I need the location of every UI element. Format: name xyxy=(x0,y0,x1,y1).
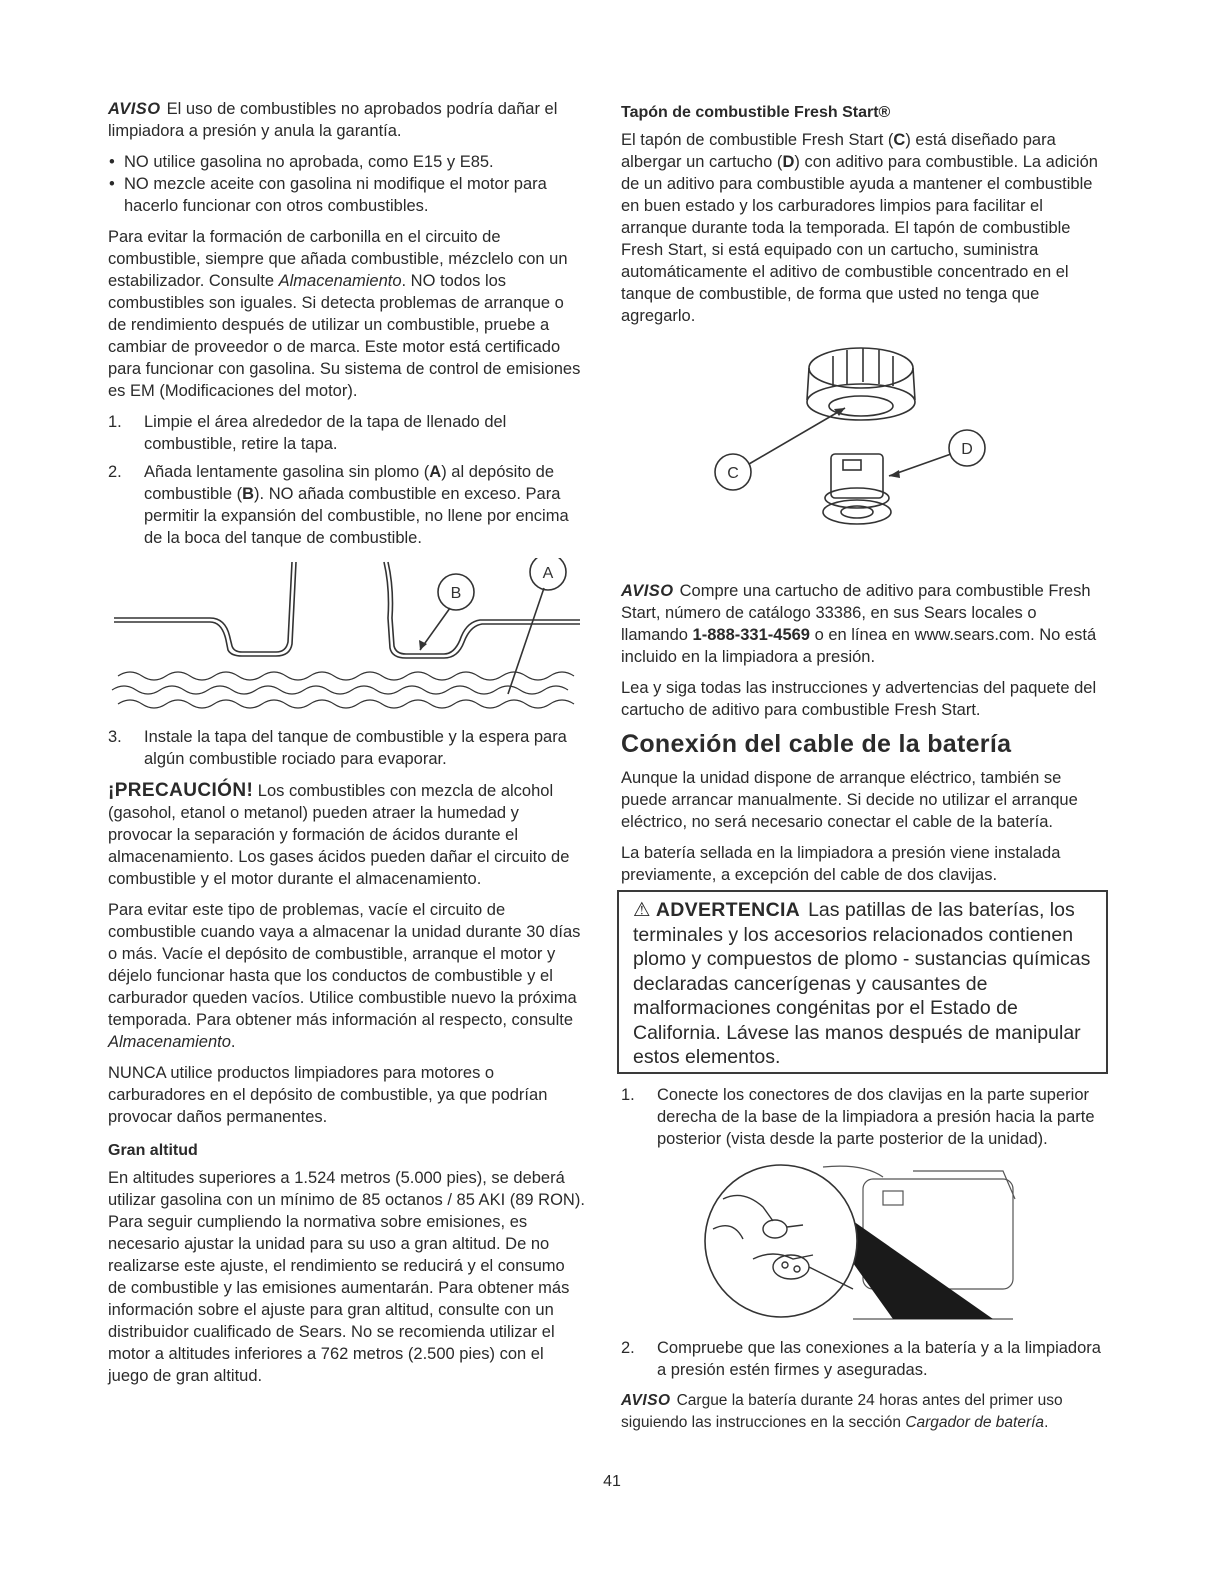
almacenamiento-reference: Almacenamiento xyxy=(278,272,402,290)
precaucion-paragraph: ¡PRECAUCIÓN! Los combustibles con mezcla de alcohol (gasohol, etanol o metanol) pueden atraer la humedad y provocar la separación y formación de ácidos durante el almacenamiento. Los gases ácidos pueden dañar el circuito de combustible y el motor durante el almacenamiento. xyxy=(108,780,570,888)
right-column xyxy=(621,98,1104,1434)
lea-paragraph: Lea y siga todas las instrucciones y advertencias del paquete del cartucho de aditivo para combustible Fresh Start. xyxy=(621,679,1097,719)
aviso-label: AVISO xyxy=(621,582,674,600)
step-item: 2. Añada lentamente gasolina sin plomo (A) al depósito de combustible (B). NO añada combustible en exceso. Para permitir la expansión del combustible, no llene por encima de la boca del tanque de combustible. xyxy=(108,463,569,547)
battery-steps-list-cont xyxy=(621,1337,1104,1381)
battery-steps-list xyxy=(621,1084,1104,1150)
aviso-cartridge: AVISO Compre una cartucho de aditivo para combustible Fresh Start, número de catálogo 33386, en sus Sears locales o llamando 1-888-331-4569 o en línea en www.sears.com. No está incluido en la limpiadora a presión. xyxy=(621,582,1097,666)
fuel-tank-figure xyxy=(108,558,586,718)
battery-connector-figure xyxy=(703,1159,1023,1329)
list-item: • NO mezcle aceite con gasolina ni modifique el motor para hacerlo funcionar con otros combustibles. xyxy=(108,173,586,217)
precaucion-label: ¡PRECAUCIÓN! xyxy=(108,780,254,801)
page-number: 41 xyxy=(603,1473,621,1490)
conexion-heading: Conexión del cable de la batería xyxy=(621,730,1012,758)
label-c: C xyxy=(726,465,739,482)
aviso-fuel-warning: AVISO El uso de combustibles no aprobados podría dañar el limpiadora a presión y anula la garantía. xyxy=(108,100,558,140)
aviso-label: AVISO xyxy=(621,1391,671,1409)
tapon-heading: Tapón de combustible Fresh Start® xyxy=(621,104,891,121)
advertencia-box: ⚠ ADVERTENCIA Las patillas de las baterías, los terminales y los accesorios relacionados contienen plomo y compuestos de plomo - sustancias químicas declaradas cancerígenas y causantes de malformaciones congénitas por el Estado de California. Lávese las manos después de manipular estos elementos. xyxy=(617,890,1108,1074)
step-item: 2. Compruebe que las conexiones a la batería y a la limpiadora a presión estén firmes y aseguradas. xyxy=(621,1338,1101,1379)
tapon-paragraph: El tapón de combustible Fresh Start (C) está diseñado para albergar un cartucho (D) con aditivo para combustible. La adición de un aditivo para combustible ayuda a mantener el combustible en buen estado y los carburadores limpios para facilitar el arranque durante toda la temporada. El tapón de combustible Fresh Start, si está equipado con un cartucho, suministra automáticamente el aditivo de combustible concentrado en el tanque de combustible, de forma que usted no tenga que agregarlo. xyxy=(621,131,1098,325)
step-item: 1. Limpie el área alrededor de la tapa de llenado del combustible, retire la tapa. xyxy=(108,413,507,453)
phone-number: 1-888-331-4569 xyxy=(692,626,810,644)
gran-altitud-paragraph: En altitudes superiores a 1.524 metros (5.000 pies), se deberá utilizar gasolina con un mínimo de 85 octanos / 85 AKI (89 RON). Para seguir cumpliendo la normativa sobre emisiones, es necesario ajustar la unidad para su uso a gran altitud. De no realizarse este ajuste, el rendimiento se reducirá y el consumo de combustible y las emisiones aumentarán. Para obtener más información sobre el ajuste para gran altitud, consulte con un distribuidor cualificado de Sears. No se recomienda utilizar el motor a altitudes inferiores a 762 metros (2.500 pies) con el juego de gran altitud. xyxy=(108,1169,585,1385)
conexion-paragraph-1: Aunque la unidad dispone de arranque eléctrico, también se puede arrancar manualmente. Si decide no utilizar el arranque eléctrico, no será necesario conectar el cable de la batería. xyxy=(621,769,1078,831)
warning-triangle-icon: ⚠ xyxy=(633,899,651,921)
almacenamiento-reference: Almacenamiento xyxy=(108,1033,231,1051)
fresh-start-cap-figure xyxy=(693,336,1033,576)
gran-altitud-heading: Gran altitud xyxy=(108,1142,198,1159)
left-column xyxy=(108,98,586,1387)
label-d: D xyxy=(960,441,973,458)
fuel-bullet-list xyxy=(108,151,586,217)
list-item: • NO utilice gasolina no aprobada, como E15 y E85. xyxy=(108,151,586,173)
label-b: B xyxy=(450,585,462,602)
aviso-charge: AVISO Cargue la batería durante 24 horas antes del primer uso siguiendo las instrucciones en la sección Cargador de batería. xyxy=(621,1391,1063,1431)
aviso-label: AVISO xyxy=(108,100,161,118)
step-item: 1. Conecte los conectores de dos clavijas en la parte superior derecha de la base de la limpiadora a presión hacia la parte posterior (vista desde la parte posterior de la unidad). xyxy=(621,1085,1095,1148)
fuel-steps-list-cont xyxy=(108,726,586,770)
cargador-reference: Cargador de batería xyxy=(905,1413,1045,1431)
step-item: 3. Instale la tapa del tanque de combustible y la espera para algún combustible rociado para evaporar. xyxy=(108,728,567,768)
nunca-paragraph: NUNCA utilice productos limpiadores para motores o carburadores en el depósito de combustible, ya que podrían provocar daños permanentes. xyxy=(108,1064,548,1126)
stabilizer-paragraph: Para evitar la formación de carbonilla en el circuito de combustible, siempre que añada combustible, mézclelo con un estabilizador. Consulte Almacenamiento. NO todos los combustibles son iguales. Si detecta problemas de arranque o de rendimiento después de utilizar un combustible, pruebe a cambiar de proveedor o de marca. Este motor está certificado para funcionar con gasolina. Su sistema de control de emisiones es EM (Modificaciones del motor). xyxy=(108,228,581,400)
conexion-paragraph-2: La batería sellada en la limpiadora a presión viene instalada previamente, a excepción del cable de dos clavijas. xyxy=(621,844,1061,884)
advertencia-label: ADVERTENCIA xyxy=(655,899,801,921)
label-a: A xyxy=(542,565,554,582)
fuel-steps-list xyxy=(108,411,586,549)
storage-paragraph: Para evitar este tipo de problemas, vacíe el circuito de combustible cuando vaya a almacenar la unidad durante 30 días o más. Vacíe el depósito de combustible, arranque el motor y déjelo funcionar hasta que los conductos de combustible y el carburador queden vacíos. Utilice combustible nuevo la próxima temporada. Para obtener más información al respecto, consulte Almacenamiento. xyxy=(108,901,581,1051)
